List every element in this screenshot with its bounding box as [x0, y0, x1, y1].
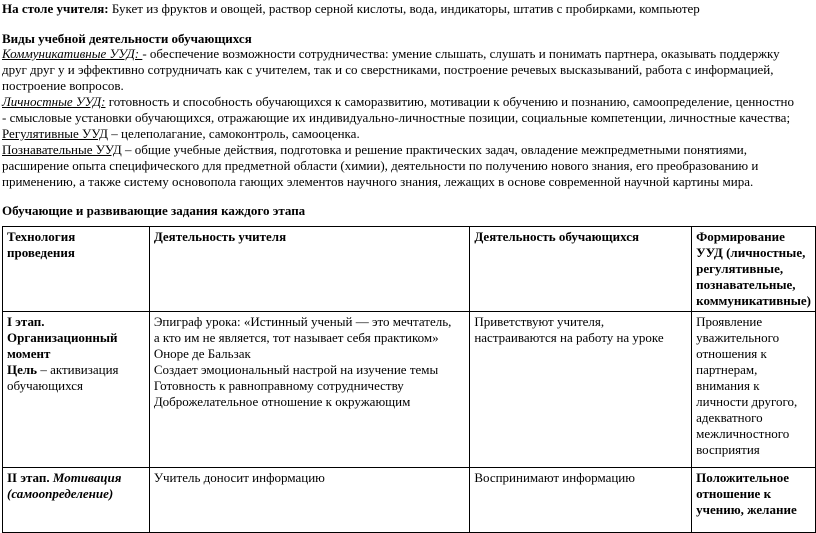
uud-line: учению, желание	[696, 502, 797, 517]
stage1-goal	[7, 362, 145, 378]
lesson-stages-table	[2, 226, 816, 533]
header-technology-line: проведения	[7, 245, 75, 260]
stage1-technology	[3, 312, 150, 468]
communicative-line-2: друг друг у и эффективно сотрудничать как с учителем, так и со сверстниками, построение речевых высказываний, работа с информацией,	[2, 62, 774, 77]
uud-line: внимания к	[696, 378, 760, 393]
stage1-student-activity	[470, 312, 692, 468]
stage1-teacher-activity	[149, 312, 470, 468]
stage2-title-name: Мотивация	[52, 470, 122, 485]
uud-line: партнерам,	[696, 362, 758, 377]
communicative-line-3: построение вопросов.	[2, 78, 124, 93]
personal-label: Личностные УУД:	[2, 94, 106, 109]
teacher-table-items: Букет из фруктов и овощей, раствор серной кислоты, вода, индикаторы, штатив с пробирками, компьютер	[108, 1, 700, 16]
teacher-activity-line: Оноре де Бальзак	[153, 346, 251, 361]
header-uud-line: регулятивные,	[696, 261, 784, 276]
communicative-label: Коммуникативные УУД:	[2, 46, 143, 61]
teacher-activity-line: Создает эмоциональный настрой на изучение темы	[153, 362, 439, 377]
header-uud-line: Формирование	[696, 229, 785, 244]
header-teacher-activity: Деятельность учителя	[149, 227, 470, 312]
stage2-subtitle: (самоопределение)	[7, 486, 114, 501]
uud-line: адекватного	[696, 410, 763, 425]
table-row	[3, 312, 816, 468]
personal-line-2: - смысловые установки обучающихся, отражающие их индивидуально-личностные позиции, социальные компетенции, личностные качества;	[2, 110, 791, 125]
regulatory-line	[2, 126, 360, 142]
cognitive-line-1	[2, 142, 747, 158]
cognitive-text-1: – общие учебные действия, подготовка и решение практических задач, овладение межпредметными понятиями,	[121, 142, 747, 157]
stage1-goal-label: Цель	[7, 362, 38, 377]
uud-line: уважительного	[696, 330, 780, 345]
teacher-table-line	[2, 1, 700, 17]
teacher-activity-line: Готовность к равноправному сотрудничеству	[153, 378, 404, 393]
teacher-activity-line: Эпиграф урока: «Истинный ученый — это мечтатель,	[153, 314, 452, 329]
communicative-text-1: - обеспечение возможности сотрудничества: умение слышать, слушать и понимать партнера, оказывать поддержку	[142, 46, 780, 61]
uud-line: восприятия	[696, 442, 760, 457]
personal-text-1: готовность и способность обучающихся к саморазвитию, мотивации к обучению и познанию, самоопределение, ценностно	[105, 94, 794, 109]
tasks-heading: Обучающие и развивающие задания каждого этапа	[2, 203, 306, 218]
header-student-activity: Деятельность обучающихся	[470, 227, 692, 312]
header-uud-line: познавательные,	[696, 277, 796, 292]
header-technology-line: Технология	[7, 229, 76, 244]
stage2-title-number: II этап.	[7, 470, 53, 485]
uud-line: отношения к	[696, 346, 767, 361]
uud-line: Проявление	[696, 314, 763, 329]
communicative-line-1	[2, 46, 780, 62]
cognitive-label: Познавательные УУД	[2, 142, 122, 157]
uud-heading: Виды учебной деятельности обучающихся	[2, 31, 252, 46]
header-uud-line: коммуникативные)	[696, 293, 811, 308]
regulatory-label: Регулятивные УУД	[2, 126, 109, 141]
table-row	[3, 468, 816, 533]
stage1-title: I этап.	[7, 314, 45, 329]
header-uud-line: УУД (личностные,	[696, 245, 806, 260]
uud-line: межличностного	[696, 426, 790, 441]
stage1-title: момент	[7, 346, 51, 361]
stage2-uud	[692, 468, 816, 533]
uud-line: отношение к	[696, 486, 772, 501]
stage2-technology	[3, 468, 150, 533]
stage1-title: Организационный	[7, 330, 118, 345]
header-uud-formation	[692, 227, 816, 312]
teacher-activity-line: Доброжелательное отношение к окружающим	[153, 394, 411, 409]
personal-line-1	[2, 94, 794, 110]
stage1-goal-text: – активизация	[37, 362, 119, 377]
teacher-table-label: На столе учителя:	[2, 1, 109, 16]
stage1-uud	[692, 312, 816, 468]
student-activity-line: Приветствуют учителя,	[474, 314, 605, 329]
cognitive-line-3: применению, а также систему основопола гающих элементов научного знания, лежащих в основе современной научной картины мира.	[2, 174, 754, 189]
stage2-student-activity: Воспринимают информацию	[470, 468, 692, 533]
teacher-activity-line: а кто им не является, тот называет себя практиком»	[153, 330, 439, 345]
uud-line: Положительное	[696, 470, 790, 485]
regulatory-text: – целеполагание, самоконтроль, самооценка.	[108, 126, 360, 141]
header-technology	[3, 227, 150, 312]
stage2-teacher-activity: Учитель доносит информацию	[149, 468, 470, 533]
stage1-goal-line2: обучающихся	[7, 378, 83, 393]
cognitive-line-2: расширение опыта специфического для предметной области (химии), деятельности по получению нового знания, его преобразованию и	[2, 158, 759, 173]
table-header-row	[3, 227, 816, 312]
uud-line: личности другого,	[696, 394, 798, 409]
student-activity-line: настраиваются на работу на уроке	[474, 330, 664, 345]
stage2-title	[7, 470, 145, 486]
